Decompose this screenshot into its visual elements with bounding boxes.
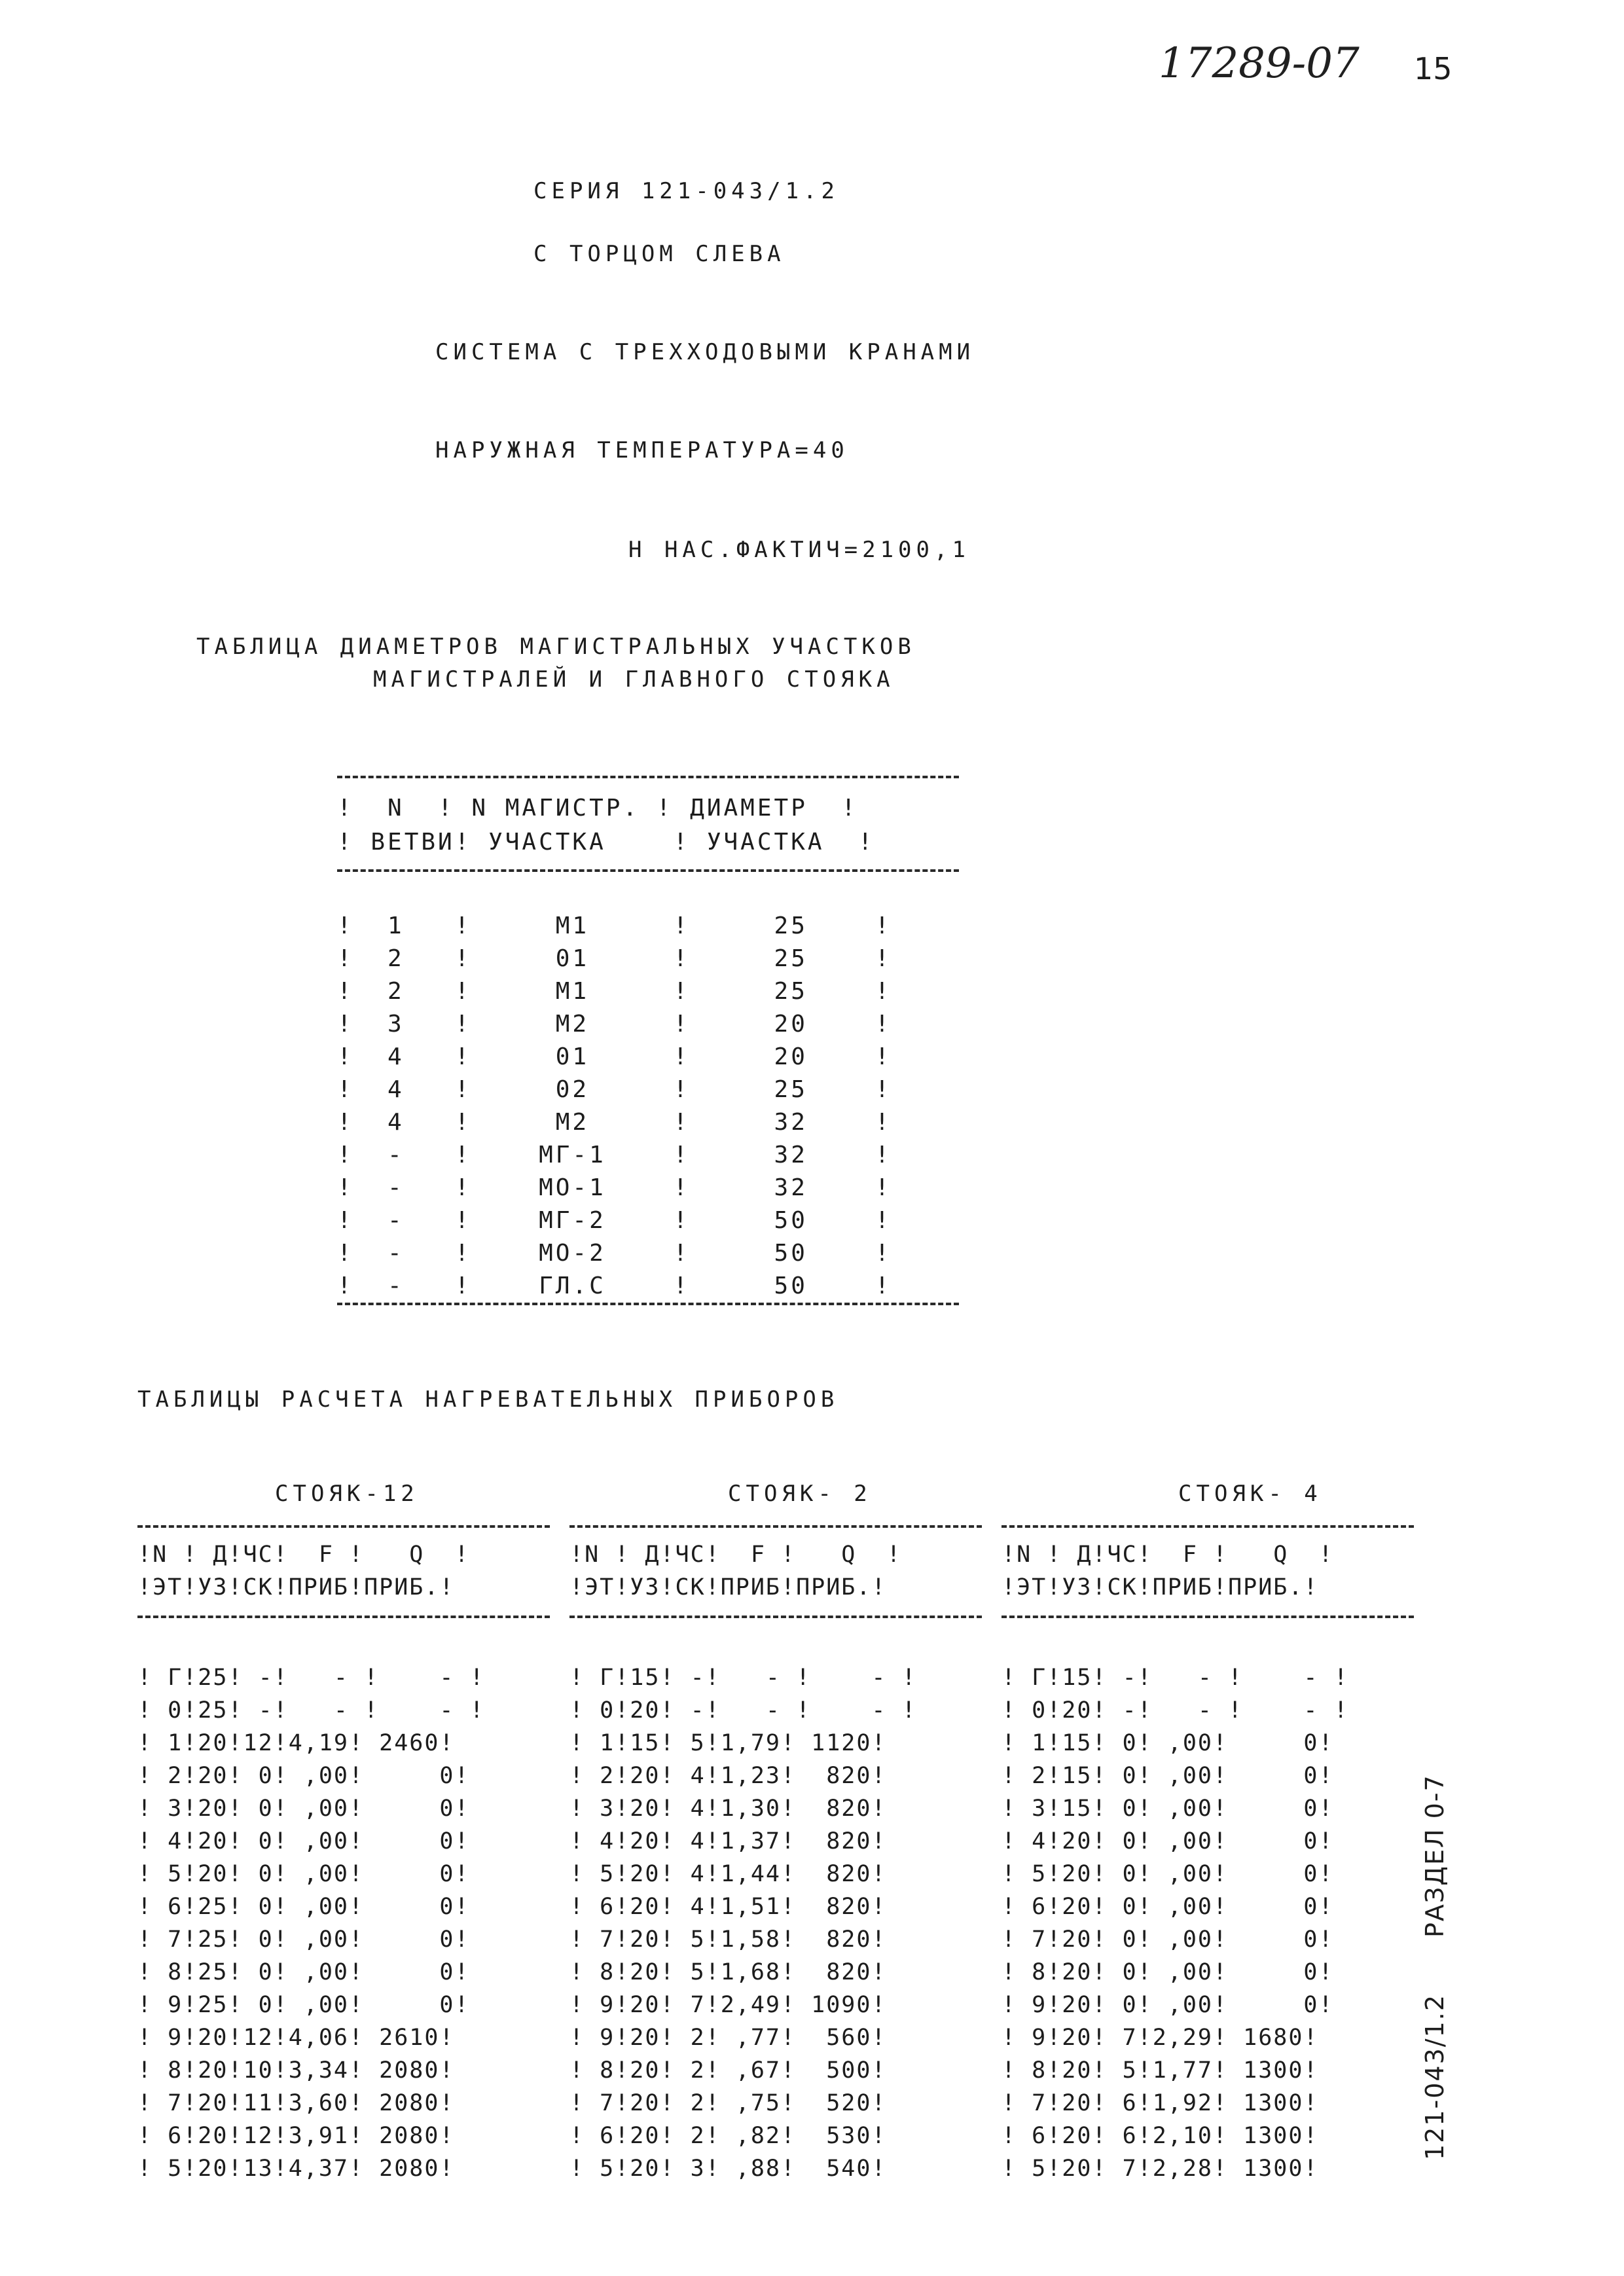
table-row: ! 6!25! 0! ,00! 0! [137,1894,470,1920]
diameter-table-header-line1: ! N ! N МАГИСТР. ! ДИАМЕТР ! [337,795,858,822]
riser-12-header-rule [137,1616,550,1618]
table-row: ! 9!20! 2! ,77! 560! [569,2025,887,2051]
table-row: ! 8!25! 0! ,00! 0! [137,1959,470,1985]
table-row: ! - ! МО-1 ! 32 ! [337,1174,892,1201]
table-row: ! 8!20! 5!1,77! 1300! [1001,2057,1319,2084]
table-row: ! 9!25! 0! ,00! 0! [137,1992,470,2018]
margin-stamp-section: РАЗДЕЛ 0-7 [1420,1774,1449,1938]
riser-12-header-line1: !N ! Д!ЧС! F ! Q ! [137,1542,470,1568]
riser-2-title: СТОЯК- 2 [728,1481,872,1507]
table-row: ! 5!20! 7!2,28! 1300! [1001,2156,1319,2182]
table-row: ! 7!20! 6!1,92! 1300! [1001,2090,1319,2116]
table-row: ! 1!20!12!4,19! 2460! [137,1730,455,1756]
riser-2-header-line2: !ЭТ!УЗ!СК!ПРИБ!ПРИБ.! [569,1574,887,1600]
table-row: ! - ! ГЛ.С ! 50 ! [337,1273,892,1299]
table-row: ! - ! МО-2 ! 50 ! [337,1240,892,1267]
table-row: ! Г!15! -! - ! - ! [569,1665,917,1691]
table-row: ! 6!20! 4!1,51! 820! [569,1894,887,1920]
table-row: ! 0!25! -! - ! - ! [137,1697,485,1724]
table-row: ! 4!20! 0! ,00! 0! [1001,1828,1334,1854]
table-row: ! 4 ! 01 ! 20 ! [337,1043,892,1070]
table-row: ! 4 ! 02 ! 25 ! [337,1076,892,1103]
table-row: ! 7!25! 0! ,00! 0! [137,1926,470,1953]
table-row: ! 7!20!11!3,60! 2080! [137,2090,455,2116]
table-row: ! 7!20! 0! ,00! 0! [1001,1926,1334,1953]
diameter-table-title-line1: ТАБЛИЦА ДИАМЕТРОВ МАГИСТРАЛЬНЫХ УЧАСТКОВ [196,634,916,660]
riser-4-table [1001,1636,1349,2197]
table-row: ! 3 ! М2 ! 20 ! [337,1011,892,1038]
table-row: ! 8!20! 2! ,67! 500! [569,2057,887,2084]
system-line: СИСТЕМА С ТРЕХХОДОВЫМИ КРАНАМИ [435,339,975,365]
table-row: ! 2 ! М1 ! 25 ! [337,978,892,1005]
diameter-table-body [337,885,892,1315]
orientation-line: С ТОРЦОМ СЛЕВА [533,241,785,267]
margin-stamp-code: 121-043/1.2 [1420,1993,1449,2160]
table-row: ! 9!20! 7!2,29! 1680! [1001,2025,1319,2051]
riser-12-title: СТОЯК-12 [275,1481,419,1507]
table-row: ! 5!20! 4!1,44! 820! [569,1861,887,1887]
riser-12-top-rule [137,1525,550,1528]
table-row: ! 0!20! -! - ! - ! [1001,1697,1349,1724]
table-row: ! 3!15! 0! ,00! 0! [1001,1796,1334,1822]
diameter-table-bottom-rule [337,1303,959,1305]
diameter-table-top-rule [337,776,959,778]
series-line: СЕРИЯ 121-043/1.2 [533,178,839,204]
table-row: ! 7!20! 2! ,75! 520! [569,2090,887,2116]
page-number: 15 [1414,51,1453,86]
table-row: ! 4 ! М2 ! 32 ! [337,1109,892,1136]
riser-4-title: СТОЯК- 4 [1178,1481,1322,1507]
riser-2-table [569,1636,917,2197]
riser-12-table [137,1636,485,2197]
riser-2-top-rule [569,1525,982,1528]
table-row: ! 8!20! 5!1,68! 820! [569,1959,887,1985]
riser-2-header-rule [569,1616,982,1618]
riser-2-header-line1: !N ! Д!ЧС! F ! Q ! [569,1542,902,1568]
table-row: ! 8!20!10!3,34! 2080! [137,2057,455,2084]
table-row: ! 5!20! 0! ,00! 0! [1001,1861,1334,1887]
riser-12-header-line2: !ЭТ!УЗ!СК!ПРИБ!ПРИБ.! [137,1574,455,1600]
outdoor-temperature-line: НАРУЖНАЯ ТЕМПЕРАТУРА=40 [435,437,849,463]
table-row: ! 1 ! М1 ! 25 ! [337,912,892,939]
table-row: ! 4!20! 0! ,00! 0! [137,1828,470,1854]
table-row: ! 9!20! 7!2,49! 1090! [569,1992,887,2018]
devices-table-title: ТАБЛИЦЫ РАСЧЕТА НАГРЕВАТЕЛЬНЫХ ПРИБОРОВ [137,1386,839,1413]
table-row: ! 2!20! 4!1,23! 820! [569,1763,887,1789]
table-row: ! 9!20!12!4,06! 2610! [137,2025,455,2051]
table-row: ! 5!20! 0! ,00! 0! [137,1861,470,1887]
riser-4-header-rule [1001,1616,1414,1618]
table-row: ! 5!20!13!4,37! 2080! [137,2156,455,2182]
handwritten-document-number: 17289-07 [1159,39,1360,88]
table-row: ! 6!20! 0! ,00! 0! [1001,1894,1334,1920]
table-row: ! 3!20! 0! ,00! 0! [137,1796,470,1822]
table-row: ! 9!20! 0! ,00! 0! [1001,1992,1334,2018]
table-row: ! - ! МГ-2 ! 50 ! [337,1207,892,1234]
riser-4-top-rule [1001,1525,1414,1528]
riser-4-header-line1: !N ! Д!ЧС! F ! Q ! [1001,1542,1334,1568]
table-row: ! 5!20! 3! ,88! 540! [569,2156,887,2182]
table-row: ! 7!20! 5!1,58! 820! [569,1926,887,1953]
table-row: ! 8!20! 0! ,00! 0! [1001,1959,1334,1985]
table-row: ! 6!20! 6!2,10! 1300! [1001,2123,1319,2149]
table-row: ! 3!20! 4!1,30! 820! [569,1796,887,1822]
diameter-table-title-line2: МАГИСТРАЛЕЙ И ГЛАВНОГО СТОЯКА [373,666,895,693]
table-row: ! - ! МГ-1 ! 32 ! [337,1142,892,1168]
table-row: ! Г!25! -! - ! - ! [137,1665,485,1691]
table-row: ! 6!20! 2! ,82! 530! [569,2123,887,2149]
table-row: ! 2!15! 0! ,00! 0! [1001,1763,1334,1789]
table-row: ! Г!15! -! - ! - ! [1001,1665,1349,1691]
table-row: ! 4!20! 4!1,37! 820! [569,1828,887,1854]
pump-head-line: Н НАС.ФАКТИЧ=2100,1 [628,537,970,563]
riser-4-header-line2: !ЭТ!УЗ!СК!ПРИБ!ПРИБ.! [1001,1574,1319,1600]
table-row: ! 1!15! 5!1,79! 1120! [569,1730,887,1756]
table-row: ! 1!15! 0! ,00! 0! [1001,1730,1334,1756]
table-row: ! 6!20!12!3,91! 2080! [137,2123,455,2149]
table-row: ! 2!20! 0! ,00! 0! [137,1763,470,1789]
table-row: ! 0!20! -! - ! - ! [569,1697,917,1724]
table-row: ! 2 ! 01 ! 25 ! [337,945,892,972]
diameter-table-header-rule [337,869,959,872]
diameter-table-header-line2: ! ВЕТВИ! УЧАСТКА ! УЧАСТКА ! [337,829,875,856]
